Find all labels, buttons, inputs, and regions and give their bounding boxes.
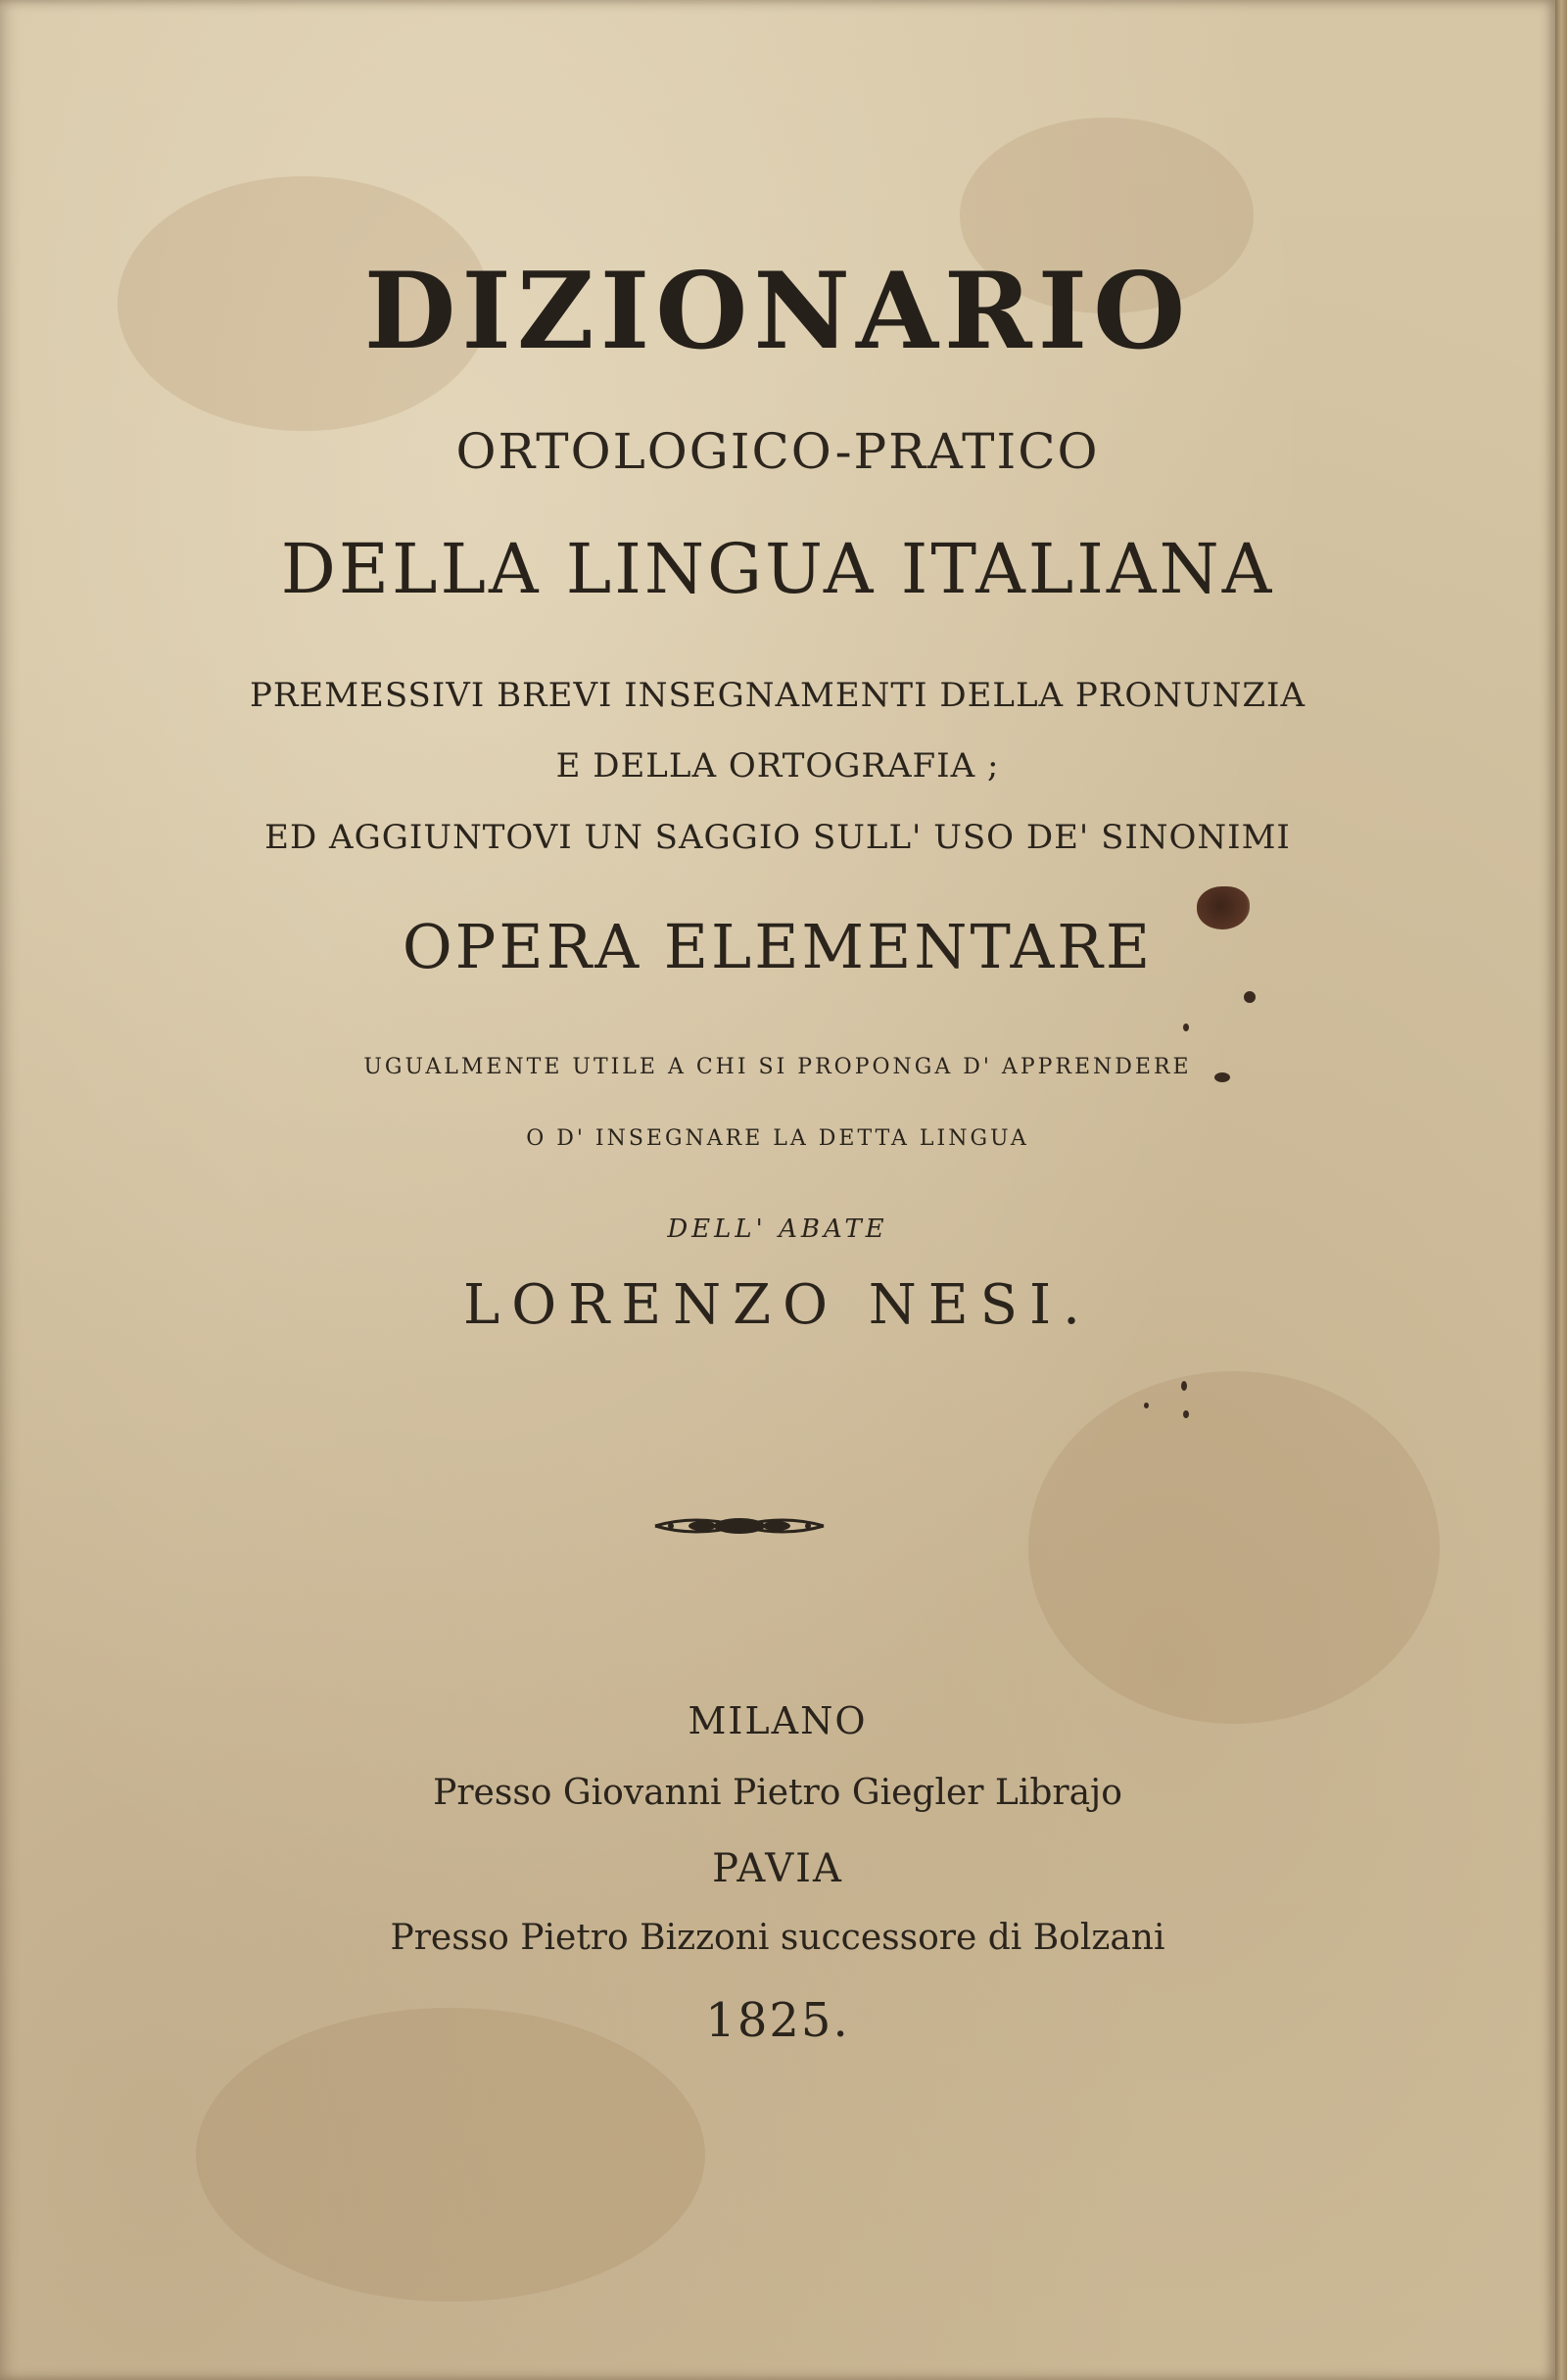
ink-speck	[1244, 991, 1256, 1003]
imprint-publisher-pavia: Presso Pietro Bizzoni successore di Bolzani	[390, 1918, 1165, 1958]
ink-speck	[1183, 1410, 1189, 1418]
leaf-garland-ornament-icon	[651, 1508, 828, 1544]
preface-line-3: ED AGGIUNTOVI UN SAGGIO SULL' USO DE' SINONIMI	[264, 818, 1291, 857]
author-prefix: DELL' ABATE	[667, 1214, 888, 1244]
ink-speck	[1181, 1381, 1187, 1391]
preface-line-2: E DELLA ORTOGRAFIA ;	[555, 746, 1000, 785]
work-description-2: O D' INSEGNARE LA DETTA LINGUA	[526, 1126, 1029, 1151]
author-name: LORENZO NESI.	[463, 1273, 1092, 1337]
page-edge	[1555, 0, 1567, 2380]
imprint-year: 1825.	[705, 1993, 850, 2048]
preface-line-1: PREMESSIVI BREVI INSEGNAMENTI DELLA PRONUNZIA	[249, 676, 1306, 715]
book-title: DIZIONARIO	[363, 250, 1192, 373]
book-subtitle: ORTOLOGICO-PRATICO	[455, 423, 1100, 480]
ink-speck	[1144, 1403, 1149, 1408]
ink-speck	[1214, 1072, 1230, 1082]
work-type: OPERA ELEMENTARE	[402, 911, 1154, 982]
imprint-city-pavia: PAVIA	[712, 1846, 843, 1891]
paper-stain	[196, 2008, 705, 2302]
imprint-publisher-milano: Presso Giovanni Pietro Giegler Librajo	[433, 1773, 1122, 1813]
paper-stain	[1028, 1371, 1440, 1724]
work-description-1: UGUALMENTE UTILE A CHI SI PROPONGA D' APPRENDERE	[363, 1055, 1192, 1079]
imprint-city-milano: MILANO	[688, 1699, 868, 1742]
ink-speck	[1183, 1023, 1189, 1031]
book-language: DELLA LINGUA ITALIANA	[280, 529, 1275, 609]
